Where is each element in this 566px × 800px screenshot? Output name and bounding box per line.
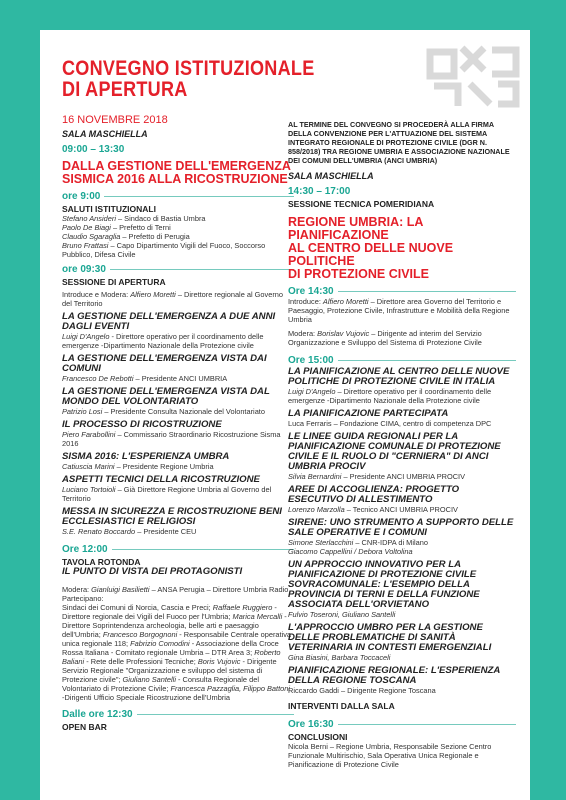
time-slot: Ore 15:00	[288, 355, 516, 366]
talk: ASPETTI TECNICI DELLA RICOSTRUZIONE Luciano Tortoioli – Già Direttore Regione Umbria al Governo del Territorio	[62, 474, 272, 503]
venue: SALA MASCHIELLA	[62, 129, 148, 139]
talk: LA GESTIONE DELL'EMERGENZA VISTA DAI COMUNI Francesco De Rebotti – Presidente ANCI UMBRIA	[62, 353, 267, 383]
talk: L'APPROCCIO UMBRO PER LA GESTIONE DELLE PROBLEMATICHE DI SANITÀ VETERINARIA IN CONTESTI EMERGENZIALI Gina Biasini, Barbara Toccaceli	[288, 622, 492, 662]
venue: SALA MASCHIELLA	[288, 171, 374, 181]
conclusions-text: Nicola Berni – Regione Umbria, Responsabile Sezione Centro Funzionale Multirischio, Sala Operativa Unica Regionale e Pianificazione di Protezione Civile	[288, 742, 492, 769]
talk: LE LINEE GUIDA REGIONALI PER LA PIANIFICAZIONE COMUNALE DI PROTEZIONE CIVILE E IL RUOLO DI "CERNIERA" DI ANCI UMBRIA PROCIV Silvia Bernardini – Presidente ANCI UMBRIA PROCIV	[288, 431, 501, 481]
session-headline: DALLA GESTIONE DELL'EMERGENZA SISMICA 2016 ALLA RICOSTRUZIONE	[62, 159, 291, 186]
time-slot: Ore 14:30	[288, 286, 516, 297]
moderator: Modera: Gianluigi Basilietti – ANSA Perugia – Direttore Umbria Radio	[62, 585, 289, 594]
time-range: 09:00 – 13:30	[62, 144, 125, 155]
event-date: 16 NOVEMBRE 2018	[62, 114, 168, 126]
divider	[110, 269, 294, 270]
divider	[112, 549, 294, 550]
section-title: CONCLUSIONI	[288, 732, 348, 742]
time-slot: Ore 16:30	[288, 719, 516, 730]
talk: LA PIANIFICAZIONE PARTECIPATA Luca Ferraris – Fondazione CIMA, centro di competenza DPC	[288, 408, 492, 428]
section-title: SESSIONE DI APERTURA	[62, 277, 166, 287]
section-title: SALUTI ISTITUZIONALI	[62, 204, 156, 214]
divider	[137, 714, 294, 715]
divider	[104, 196, 294, 197]
time-slot: ore 9:00	[62, 191, 294, 202]
session-headline: REGIONE UMBRIA: LA PIANIFICAZIONE AL CENTRO DELLE NUOVE POLITICHE DI PROTEZIONE CIVILE	[288, 215, 454, 281]
talk: AREE DI ACCOGLIENZA: PROGETTO ESECUTIVO DI ALLESTIMENTO Lorenzo Marzolla – Tecnico ANCI UMBRIA PROCIV	[288, 484, 460, 514]
section-title: TAVOLA ROTONDA	[62, 557, 141, 567]
talk: UN APPROCCIO INNOVATIVO PER LA PIANIFICAZIONE DI PROTEZIONE CIVILE SOVRACOMUNALE: L'ESEMPIO DELLA PROVINCIA DI TERNI E DELLA FUNZIONE ASSOCIATA DELL'ORVIETANO Fulvio Toseroni, Giuliano Santelli	[288, 559, 480, 619]
section-title: OPEN BAR	[62, 722, 107, 732]
time-slot: ore 09:30	[62, 264, 294, 275]
time-slot: Ore 12:00	[62, 544, 294, 555]
page-title: CONVEGNO ISTITUZIONALE DI APERTURA	[62, 57, 315, 101]
divider	[338, 360, 516, 361]
talk: LA PIANIFICAZIONE AL CENTRO DELLE NUOVE POLITICHE DI PROTEZIONE CIVILE IN ITALIA Luigi D'Angelo – Direttore operativo per il coordinamento delle emergenze -Dipartimento Nazionale della Protezione civile	[288, 366, 510, 405]
roundtable-title: IL PUNTO DI VISTA DEI PROTAGONISTI	[62, 566, 243, 577]
section-title: SESSIONE TECNICA POMERIDIANA	[288, 199, 435, 209]
participants-label: Partecipano:	[62, 594, 104, 603]
divider	[338, 291, 516, 292]
moderator: Introduce: Alfiero Moretti – Direttore area Governo del Territorio e Paesaggio, Protezione Civile, Infrastrutture e Mobilità della Regione Umbria	[288, 297, 510, 324]
talk: LA GESTIONE DELL'EMERGENZA A DUE ANNI DAGLI EVENTI Luigi D'Angelo - Direttore operativo per il coordinamento delle emergenze -Dipartimento Nazionale della Protezione civile	[62, 311, 276, 350]
divider	[338, 724, 516, 725]
afternoon-column	[288, 120, 516, 769]
talk: PIANIFICAZIONE REGIONALE: L'ESPERIENZA DELLA REGIONE TOSCANA Riccardo Gaddi – Dirigente Regione Toscana	[288, 665, 500, 695]
talk: LA GESTIONE DELL'EMERGENZA VISTA DAL MONDO DEL VOLONTARIATO Patrizio Losi – Presidente Consulta Nazionale del Volontariato	[62, 386, 270, 416]
talk: IL PROCESSO DI RICOSTRUZIONE Piero Farabollini – Commissario Straordinario Ricostruzione Sisma 2016	[62, 419, 281, 448]
talk: SISMA 2016: L'ESPERIENZA UMBRA Catiuscia Marini – Presidente Regione Umbria	[62, 451, 230, 471]
talk: SIRENE: UNO STRUMENTO A SUPPORTO DELLE SALE OPERATIVE E I COMUNI Simone Sterlacchini – CNR-IDPA di Milano Giacomo Cappellini / Debora Voltolina	[288, 517, 514, 556]
moderator: Introduce e Modera: Alfiero Moretti – Direttore regionale al Governo del Territorio	[62, 290, 284, 308]
notice-text: AL TERMINE DEL CONVEGNO SI PROCEDERÀ ALLA FIRMA DELLA CONVENZIONE PER L'ATTUAZIONE DEL SISTEMA INTEGRATO REGIONALE DI PROTEZIONE CIVILE (DGR N. 858/2018) TRA REGIONE UMBRIA E ASSOCIAZIONE NAZIONALE DEI COMUNI DELL'UMBRIA (ANCI UMBRIA)	[288, 120, 510, 165]
time-slot: Dalle ore 12:30	[62, 709, 294, 720]
section-title: INTERVENTI DALLA SALA	[288, 701, 395, 711]
time-range: 14:30 – 17:00	[288, 186, 351, 197]
participants-list: Sindaci dei Comuni di Norcia, Cascia e Preci; Raffaele Ruggiero - Direttore regionale dei Vigili del Fuoco per l'Umbria; Marica Mercalli - Direttore Soprintendenza archeologia, belle arti e paesaggio dell'Umbria; Francesco Borgognoni - Responsabile Centrale operativa unica regionale 118; Fabrizio Comodini - Associazione della Croce Rossa Italiana - Comitato regionale Umbria – DTR Area 3; Roberto Baliani - Rete delle Professioni Tecniche; Boris Vujovic - Dirigente Servizio Regionale "Organizzazione e sviluppo del sistema di Protezione civile"; Giuliano Santelli - Consulta Regionale del Volontariato di Protezione Civile; Francesca Pazzaglia, Filippo Battoni -Dirigenti Ufficio Speciale Ricostruzione dell'Umbria	[62, 603, 292, 702]
morning-column	[62, 114, 294, 732]
event-logo	[424, 40, 522, 110]
speaker-list: Stefano Ansideri – Sindaco di Bastia Umbra Paolo De Biagi – Prefetto di Terni Claudio Sgaraglia – Prefetto di Perugia Bruno Frattasi – Capo Dipartimento Vigili del Fuoco, Soccorso Pubblico, Difesa Civile	[62, 214, 266, 259]
program-sheet	[40, 30, 530, 800]
moderator: Modera: Borislav Vujovic – Dirigente ad interim del Servizio Organizzazione e Sviluppo del Sistema di Protezione Civile	[288, 329, 482, 347]
talk: MESSA IN SICUREZZA E RICOSTRUZIONE BENI ECCLESIASTICI E RELIGIOSI S.E. Renato Boccardo – Presidente CEU	[62, 506, 282, 536]
